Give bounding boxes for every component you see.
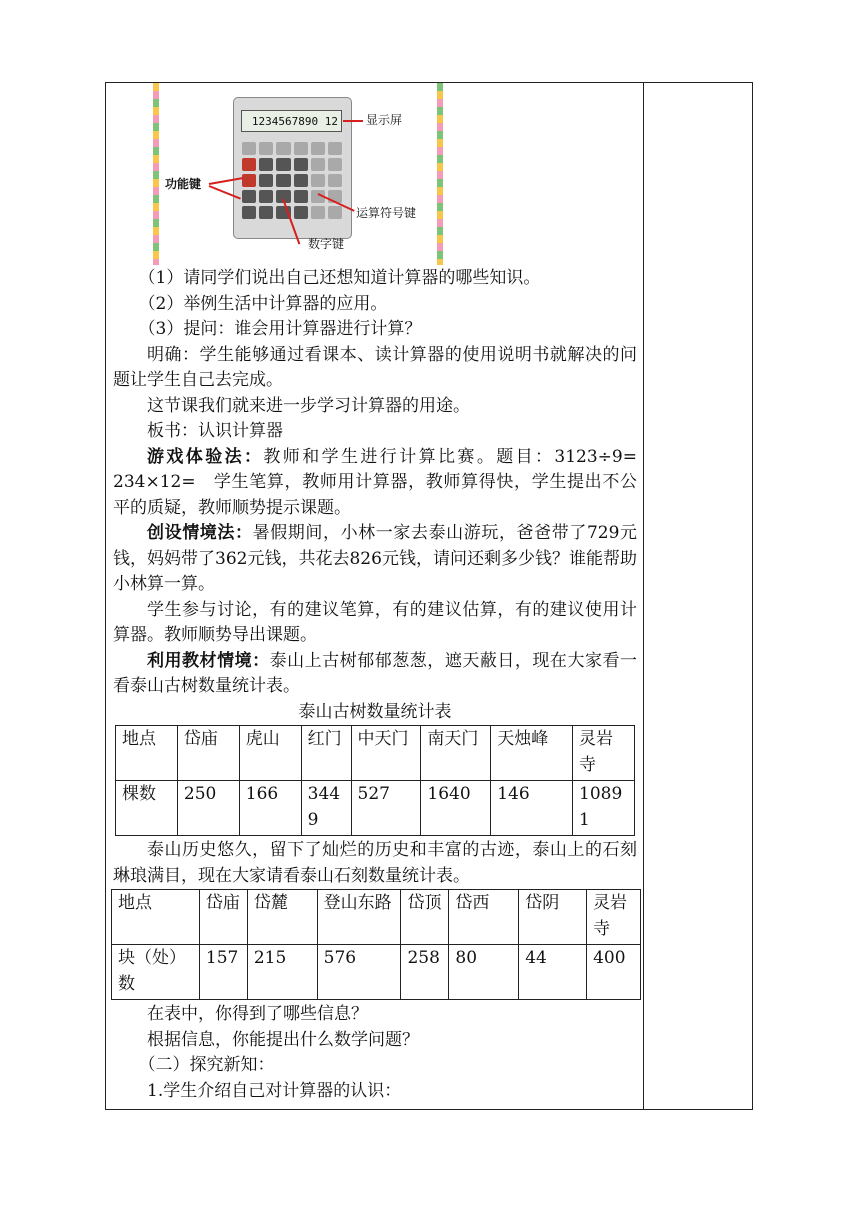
material-title: 利用教材情境：: [147, 650, 270, 671]
label-digit-keys: 数字键: [308, 237, 345, 251]
question-2: （2）举例生活中计算器的应用。: [138, 293, 388, 314]
label-operator-keys: 运算符号键: [356, 206, 417, 220]
history-paragraph: 泰山历史悠久，留下了灿烂的历史和丰富的古迹，泰山上的石刻琳琅满目，现在大家请看泰山石刻数量统计表。: [113, 840, 637, 886]
stone-carving-table: [111, 889, 641, 1000]
calculator-keypad: [242, 142, 342, 219]
scene-title: 创设情境法：: [147, 523, 253, 543]
label-display: 显示屏: [366, 113, 403, 127]
lesson-paragraph: 这节课我们就来进一步学习计算器的用途。: [147, 395, 470, 416]
notes-column-divider: [643, 82, 644, 1110]
table-row: 棵数 250 166 3449 527 1640 146 10891: [116, 781, 635, 836]
discuss-paragraph: 学生参与讨论，有的建议笔算，有的建议估算，有的建议使用计算器。教师顺势导出课题。: [113, 599, 637, 645]
calculator-illustration: [153, 83, 443, 265]
question-3: （3）提问：谁会用计算器进行计算？: [138, 319, 422, 339]
info-question: 在表中，你得到了哪些信息？: [147, 1004, 368, 1024]
game-paragraph: 游戏体验法：教师和学生进行计算比赛。题目：3123÷9= 234×12= 学生笔算，教师用计算器，教师算得快，学生提出不公平的质疑，教师顺势提示课题。: [113, 446, 671, 518]
tree-count-table: [115, 725, 635, 836]
table1-caption: 泰山古树数量统计表: [298, 701, 452, 722]
calculator-icon: [233, 97, 352, 239]
lesson-content: [113, 266, 671, 1104]
table-row: 地点 岱庙 虎山 红门 中天门 南天门 天烛峰 灵岩寺: [116, 726, 635, 781]
table-row: 地点 岱庙 岱麓 登山东路 岱顶 岱西 岱阴 灵岩寺: [112, 890, 641, 945]
board-paragraph: 板书：认识计算器: [147, 421, 283, 441]
math-question: 根据信息，你能提出什么数学问题？: [147, 1029, 419, 1050]
game-title: 游戏体验法：: [147, 446, 264, 467]
calculator-display: 1234567890 12: [241, 110, 342, 132]
scene-paragraph: 创设情境法：暑假期间，小林一家去泰山游玩，爸爸带了729元钱，妈妈带了362元钱，共花去826元钱，请问还剩多少钱？谁能帮助小林算一算。: [113, 523, 637, 594]
question-1: （1）请同学们说出自己还想知道计算器的哪些知识。: [138, 268, 541, 288]
item-1: 1.学生介绍自己对计算器的认识：: [147, 1080, 402, 1101]
label-function-keys: 功能键: [165, 177, 202, 191]
material-paragraph: 利用教材情境：泰山上古树郁郁葱葱，遮天蔽日，现在大家看一看泰山古树数量统计表。: [113, 650, 638, 696]
clarify-paragraph: 明确：学生能够通过看课本、读计算器的使用说明书就解决的问题让学生自己去完成。: [113, 344, 637, 390]
section-explore: （二）探究新知：: [138, 1055, 275, 1075]
table-row: 块（处）数 157 215 576 258 80 44 400: [112, 945, 641, 1000]
